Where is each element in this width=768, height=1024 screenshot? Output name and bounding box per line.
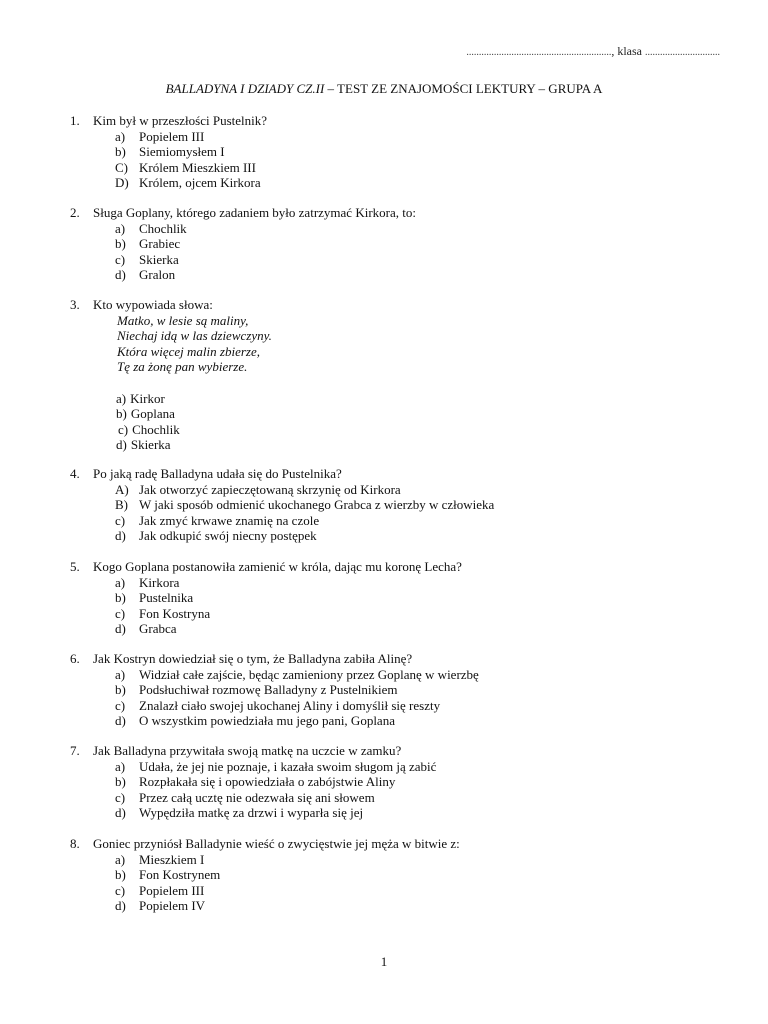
option-letter: d) <box>115 267 126 283</box>
option-letter: d) <box>116 437 127 453</box>
question-6-head <box>70 651 750 667</box>
option-letter: a) <box>115 220 126 236</box>
page-number: 1 <box>380 954 388 969</box>
option <box>70 482 750 498</box>
question-number: 3. <box>70 297 80 312</box>
option <box>70 513 750 529</box>
option-text: Jak otworzyć zapieczętowaną skrzynię od Kirkora <box>139 481 401 497</box>
option-text: Fon Kostrynem <box>139 867 221 883</box>
option-letter: c) <box>115 882 126 898</box>
option <box>70 391 750 407</box>
option-text: Gralon <box>139 267 176 283</box>
option-letter: B) <box>115 497 128 513</box>
question-3-head <box>70 297 750 313</box>
option <box>70 621 750 637</box>
option-text: Popielem IV <box>139 898 206 914</box>
option <box>70 805 750 821</box>
question-number: 5. <box>70 559 80 574</box>
question-2 <box>70 205 750 283</box>
name-blank: .......................................................... <box>466 47 612 58</box>
option-text: Podsłuchiwał rozmowę Balladyny z Pustelnikiem <box>139 682 398 698</box>
question-number: 7. <box>70 743 80 758</box>
question-4-head <box>70 466 750 482</box>
option-text: Popielem III <box>139 882 205 898</box>
question-number: 4. <box>70 466 80 481</box>
question-1 <box>70 113 750 191</box>
option-text: Mieszkiem I <box>139 851 205 867</box>
quote-line: Matko, w lesie są maliny, <box>117 312 249 328</box>
option-letter: a) <box>115 758 126 774</box>
option-letter: c) <box>118 421 129 437</box>
option-letter: d) <box>115 528 126 544</box>
option-text: Widział całe zajście, będąc zamieniony przez Goplanę w wierzbę <box>139 666 479 682</box>
option-text: Królem, ojcem Kirkora <box>139 175 261 191</box>
question-number: 2. <box>70 205 80 220</box>
option-letter: a) <box>115 851 126 867</box>
question-4 <box>70 466 750 544</box>
option-text: Skierka <box>130 437 171 453</box>
option-letter: b) <box>115 774 126 790</box>
options-list <box>70 391 750 453</box>
option <box>70 144 750 160</box>
klasa-label: , klasa <box>611 44 642 58</box>
option-letter: c) <box>115 697 126 713</box>
options-list <box>70 667 750 729</box>
question-6 <box>70 651 750 729</box>
question-5 <box>70 559 750 637</box>
option-text: Znalazł ciało swojej ukochanej Aliny i domyślił się reszty <box>139 697 441 713</box>
option <box>70 898 750 914</box>
option-letter: a) <box>116 390 127 406</box>
option <box>70 267 750 283</box>
question-text: Sługa Goplany, którego zadaniem było zatrzymać Kirkora, to: <box>93 205 416 220</box>
test-title <box>0 81 768 97</box>
option <box>70 437 750 453</box>
quote-line: Która więcej malin zbierze, <box>117 343 260 359</box>
question-number: 1. <box>70 113 80 128</box>
option-text: Popielem III <box>139 128 205 144</box>
option-letter: b) <box>116 406 127 422</box>
option-text: Skierka <box>139 251 179 267</box>
option-text: Grabiec <box>139 236 181 252</box>
option <box>70 160 750 176</box>
question-2-head <box>70 205 750 221</box>
question-7 <box>70 743 750 821</box>
question-7-head <box>70 743 750 759</box>
quote-line: Niechaj idą w las dziewczyny. <box>117 328 272 344</box>
option-text: Fon Kostryna <box>139 605 211 621</box>
option-letter: c) <box>115 605 126 621</box>
question-text: Kogo Goplana postanowiła zamienić w króla, dając mu koronę Lecha? <box>93 559 462 574</box>
option-text: Królem Mieszkiem III <box>139 159 256 175</box>
question-text: Jak Kostryn dowiedział się o tym, że Balladyna zabiła Alinę? <box>93 651 413 666</box>
option <box>70 221 750 237</box>
option-letter: a) <box>115 128 126 144</box>
option-letter: A) <box>115 481 129 497</box>
option <box>70 852 750 868</box>
options-list <box>70 129 750 191</box>
option <box>70 406 750 422</box>
question-text: Jak Balladyna przywitała swoją matkę na uczcie w zamku? <box>93 743 402 758</box>
option <box>70 682 750 698</box>
question-1-head <box>70 113 750 129</box>
option <box>70 883 750 899</box>
options-list <box>70 759 750 821</box>
option-text: Chochlik <box>139 220 187 236</box>
option-letter: C) <box>115 159 128 175</box>
option-text: W jaki sposób odmienić ukochanego Grabca z wierzby w człowieka <box>139 497 495 513</box>
question-text: Goniec przyniósł Balladynie wieść o zwycięstwie jej męża w bitwie z: <box>93 836 460 851</box>
option-letter: c) <box>115 789 126 805</box>
option-text: Grabca <box>139 621 177 637</box>
option-letter: b) <box>115 236 126 252</box>
option-letter: D) <box>115 175 129 191</box>
option-text: Kirkora <box>139 574 180 590</box>
option-text: Jak zmyć krwawe znamię na czole <box>139 512 320 528</box>
options-list <box>70 221 750 283</box>
option-text: Siemiomysłem I <box>139 144 225 160</box>
option <box>70 867 750 883</box>
option-text: O wszystkim powiedziała mu jego pani, Goplana <box>139 713 395 729</box>
option-text: Kirkor <box>130 390 165 406</box>
option-text: Wypędziła matkę za drzwi i wyparła się jej <box>139 805 364 821</box>
question-text: Kim był w przeszłości Pustelnik? <box>93 113 268 128</box>
option <box>70 528 750 544</box>
options-list <box>70 482 750 544</box>
option-letter: d) <box>115 898 126 914</box>
option-letter: a) <box>115 666 126 682</box>
options-list <box>70 852 750 914</box>
option <box>70 774 750 790</box>
option-letter: a) <box>115 574 126 590</box>
question-text: Kto wypowiada słowa: <box>93 297 213 312</box>
option-text: Rozpłakała się i opowiedziała o zabójstwie Aliny <box>139 774 396 790</box>
question-5-head <box>70 559 750 575</box>
option <box>70 606 750 622</box>
option <box>70 575 750 591</box>
poem-quote <box>70 313 750 375</box>
question-8-head <box>70 836 750 852</box>
options-list <box>70 575 750 637</box>
option-letter: d) <box>115 713 126 729</box>
option-letter: c) <box>115 251 126 267</box>
option <box>70 236 750 252</box>
option-text: Pustelnika <box>139 590 194 606</box>
option <box>70 713 750 729</box>
option-letter: c) <box>115 512 126 528</box>
option <box>70 497 750 513</box>
option <box>70 698 750 714</box>
option <box>70 790 750 806</box>
option-letter: b) <box>115 867 126 883</box>
option-text: Chochlik <box>132 421 180 437</box>
option <box>70 252 750 268</box>
title-rest: – TEST ZE ZNAJOMOŚCI LEKTURY – GRUPA A <box>324 81 603 96</box>
option <box>70 590 750 606</box>
question-text: Po jaką radę Balladyna udała się do Pustelnika? <box>93 466 342 481</box>
option <box>70 667 750 683</box>
option <box>70 422 750 438</box>
option <box>70 175 750 191</box>
klasa-blank: .............................. <box>645 47 720 58</box>
title-italic-part: BALLADYNA I DZIADY CZ.II <box>165 81 325 96</box>
name-class-line <box>466 44 720 59</box>
question-8 <box>70 836 750 914</box>
quote-line: Tę za żonę pan wybierze. <box>117 359 248 375</box>
question-number: 6. <box>70 651 80 666</box>
option-text: Przez całą ucztę nie odezwała się ani słowem <box>139 789 375 805</box>
option-letter: b) <box>115 144 126 160</box>
option-text: Jak odkupić swój niecny postępek <box>139 528 317 544</box>
question-3 <box>70 297 750 453</box>
option-text: Udała, że jej nie poznaje, i kazała swoim sługom ją zabić <box>139 758 437 774</box>
option-letter: d) <box>115 621 126 637</box>
option-letter: b) <box>115 682 126 698</box>
option <box>70 759 750 775</box>
question-number: 8. <box>70 836 80 851</box>
option-letter: d) <box>115 805 126 821</box>
option-text: Goplana <box>130 406 175 422</box>
option <box>70 129 750 145</box>
option-letter: b) <box>115 590 126 606</box>
